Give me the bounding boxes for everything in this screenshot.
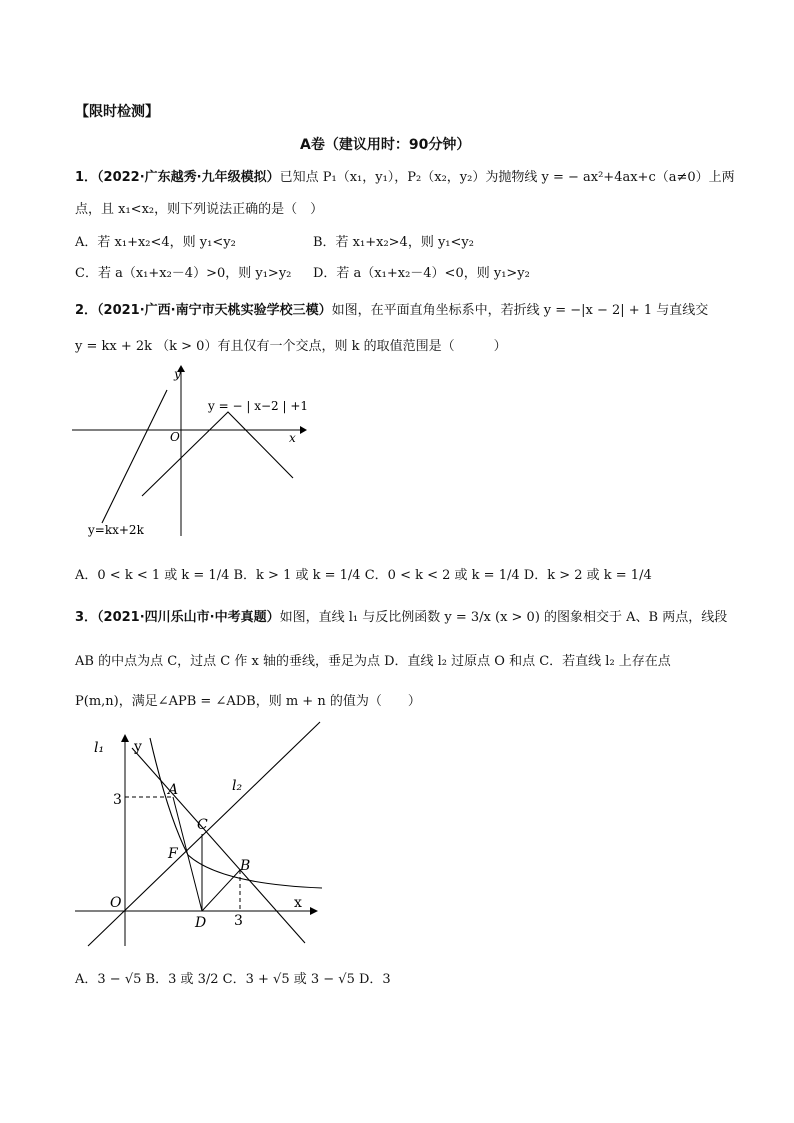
- q3-point-b: B: [240, 858, 251, 874]
- q3-text-line1: 如图，直线 l₁ 与反比例函数 y = 3/x (x > 0) 的图象相交于 A、B 两点，线段: [279, 610, 728, 625]
- q2-option-a: A．0 < k < 1 或 k = 1/4: [75, 568, 230, 583]
- q3-options: [75, 968, 391, 987]
- q3-y-label: y: [134, 739, 142, 755]
- q2-origin-label: O: [170, 430, 180, 444]
- q2-line-label: y=kx+2k: [88, 523, 144, 537]
- q3-option-c: C．3 + √5 或 3 − √5: [222, 972, 355, 987]
- q3-option-a: A．3 − √5: [75, 972, 142, 987]
- q2-option-c: C．0 < k < 2 或 k = 1/4: [364, 568, 520, 583]
- q3-point-c: C: [197, 817, 208, 833]
- q1-text-line1: 已知点 P₁（x₁，y₁），P₂（x₂，y₂）为抛物线 y = − ax²+4ax+c（a≠0）上两: [279, 170, 735, 185]
- q2-x-arrow: [300, 426, 307, 434]
- q1-option-a: A．若 x₁+x₂<4，则 y₁<y₂: [75, 235, 236, 250]
- q2-source: （2021·广西·南宁市天桃实验学校三模）: [97, 303, 332, 318]
- q3-bd-segment: [202, 870, 240, 911]
- q2-option-b: B．k > 1 或 k = 1/4: [233, 568, 361, 583]
- q3-text-line3: P(m,n)，满足∠APB = ∠ADB，则 m + n 的值为（ ）: [75, 694, 421, 709]
- q3-l2-label: l₂: [232, 778, 243, 794]
- q3-origin-label: O: [110, 895, 122, 911]
- q3-y-arrow: [121, 734, 129, 742]
- q2-figure: [60, 360, 320, 545]
- q3-source: （2021·四川乐山市·中考真题）: [97, 610, 280, 625]
- q2-option-d: D．k > 2 或 k = 1/4: [523, 568, 652, 583]
- q1-option-d: D．若 a（x₁+x₂－4）<0，则 y₁>y₂: [313, 266, 530, 281]
- q2-x-label: x: [289, 431, 296, 445]
- q3-x-arrow: [310, 907, 318, 915]
- q3-figure: [70, 718, 330, 953]
- q1-source: （2022·广东越秀·九年级模拟）: [97, 170, 280, 185]
- q2-text-line2: y = kx + 2k （k > 0）有且仅有一个交点，则 k 的取值范围是（ ）: [75, 339, 507, 354]
- q2-text-line1: 如图，在平面直角坐标系中，若折线 y = −|x − 2| + 1 与直线交: [331, 303, 709, 318]
- q3-line-l1: [132, 748, 305, 943]
- q2-y-label: y: [174, 367, 181, 381]
- q2-fold-label: y = − | x−2 | +1: [208, 399, 309, 413]
- q2-options: [75, 564, 652, 583]
- q3-point-d: D: [195, 915, 207, 931]
- q1-line1: [75, 166, 735, 185]
- q3-tick-y: 3: [113, 792, 122, 808]
- section-title: 【限时检测】: [75, 104, 159, 120]
- page-subtitle: A卷（建议用时：90分钟）: [300, 137, 471, 153]
- q3-option-b: B．3 或 3/2: [145, 972, 219, 987]
- q3-point-a: A: [168, 782, 179, 798]
- q3-l1-label: l₁: [94, 740, 105, 756]
- q2-line1: [75, 299, 708, 318]
- q3-point-f: F: [168, 846, 178, 862]
- q3-tick-x: 3: [234, 913, 243, 929]
- q2-fold-line: [142, 412, 293, 496]
- q3-option-d: D．3: [359, 972, 391, 987]
- q1-option-b: B．若 x₁+x₂>4，则 y₁<y₂: [313, 235, 474, 250]
- q1-text-line2: 点，且 x₁<x₂，则下列说法正确的是（ ）: [75, 202, 324, 217]
- q1-number: 1．: [75, 170, 98, 185]
- q1-option-c: C．若 a（x₁+x₂－4）>0，则 y₁>y₂: [75, 266, 292, 281]
- q2-straight-line: [102, 390, 167, 523]
- q3-text-line2: AB 的中点为点 C，过点 C 作 x 轴的垂线，垂足为点 D．直线 l₂ 过原点 O 和点 C．若直线 l₂ 上存在点: [75, 654, 671, 669]
- q2-number: 2．: [75, 303, 98, 318]
- q3-x-label: x: [294, 895, 302, 911]
- q3-line-l2: [88, 722, 320, 946]
- q3-line1: [75, 606, 727, 625]
- q3-number: 3．: [75, 610, 98, 625]
